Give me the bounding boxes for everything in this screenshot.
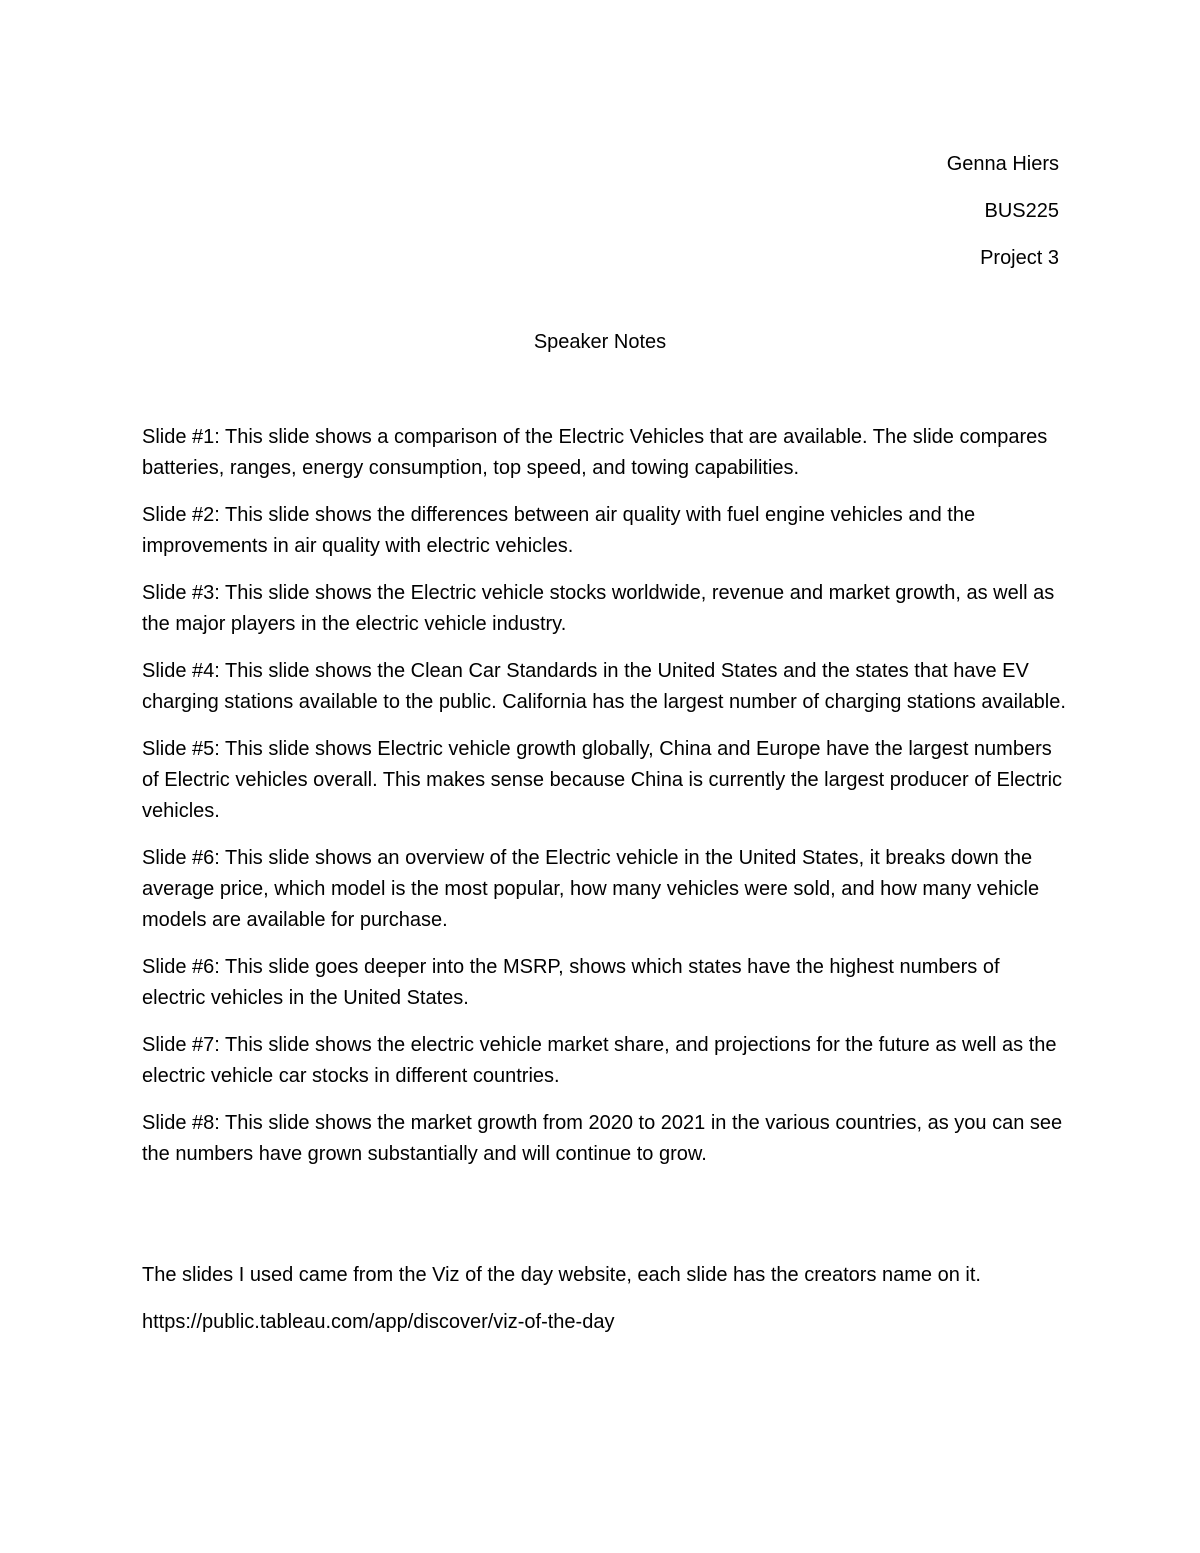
slide-note: Slide #8: This slide shows the market growth from 2020 to 2021 in the various countries, as you can see the numbers have grown substantially and will continue to grow. [142,1112,1063,1165]
author-header [947,141,1059,282]
slide-note: Slide #1: This slide shows a comparison of the Electric Vehicles that are available. The slide compares batteries, ranges, energy consumption, top speed, and towing capabilities. [142,426,1048,479]
source-section [142,1260,1067,1354]
slide-note: Slide #4: This slide shows the Clean Car Standards in the United States and the states that have EV charging stations available to the public. California has the largest number of charging stations available. [142,660,1066,713]
source-url-line [142,1307,1067,1338]
source-statement: The slides I used came from the Viz of the day website, each slide has the creators name on it. [142,1264,981,1286]
document-title: Speaker Notes [533,331,667,353]
course-code: BUS225 [984,200,1059,222]
slide-note: Slide #2: This slide shows the differences between air quality with fuel engine vehicles and the improvements in air quality with electric vehicles. [142,504,976,557]
slide-note: Slide #3: This slide shows the Electric vehicle stocks worldwide, revenue and market growth, as well as the major players in the electric vehicle industry. [142,582,1055,635]
author-name: Genna Hiers [946,153,1059,175]
slide-note: Slide #7: This slide shows the electric vehicle market share, and projections for the future as well as the electric vehicle car stocks in different countries. [142,1034,1057,1087]
slide-note: Slide #6: This slide goes deeper into the MSRP, shows which states have the highest numbers of electric vehicles in the United States. [142,956,1000,1009]
slide-note: Slide #6: This slide shows an overview of the Electric vehicle in the United States, it breaks down the average price, which model is the most popular, how many vehicles were sold, and how many vehicle models are available for purchase. [142,847,1040,931]
speaker-notes-list [142,422,1067,1186]
source-link[interactable]: https://public.tableau.com/app/discover/viz-of-the-day [142,1311,615,1333]
assignment-name: Project 3 [980,247,1059,269]
slide-note: Slide #5: This slide shows Electric vehicle growth globally, China and Europe have the largest numbers of Electric vehicles overall. This makes sense because China is currently the largest producer of Electric vehicles. [142,738,1063,822]
